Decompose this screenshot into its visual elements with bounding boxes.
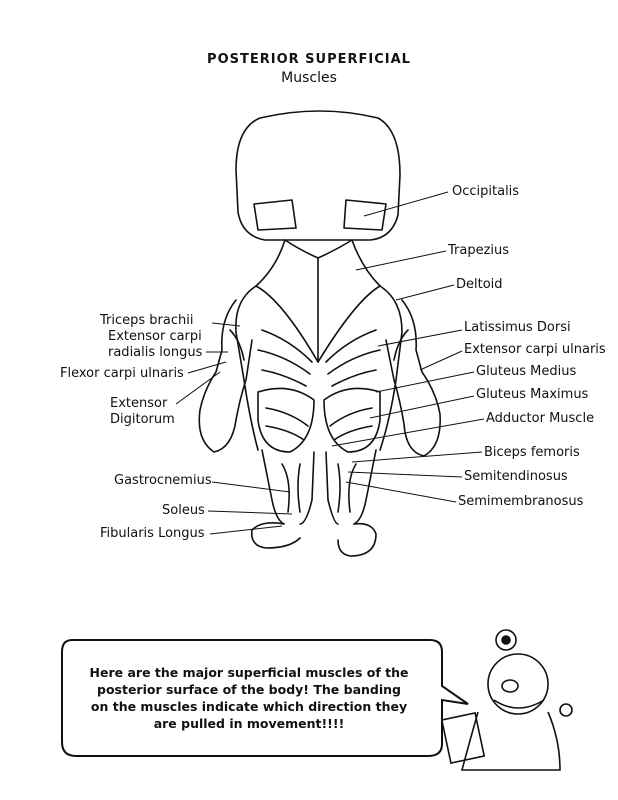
- gluteus-left: [258, 388, 314, 452]
- leader-deltoid: [396, 285, 454, 300]
- leader-semitend: [348, 472, 462, 477]
- bubble-line-3: on the muscles indicate which direction they: [90, 699, 408, 714]
- speech-bubble-text: [88, 664, 410, 732]
- label-extensor-carpi-radialis-2: radialis longus: [108, 345, 203, 360]
- leader-fibularis: [210, 526, 282, 534]
- label-gluteus-medius: Gluteus Medius: [476, 364, 577, 379]
- foot-right: [338, 524, 376, 556]
- calf-left: [282, 464, 300, 512]
- label-semitendinosus: Semitendinosus: [464, 469, 568, 484]
- label-extensor-carpi-ulnaris: Extensor carpi ulnaris: [464, 342, 606, 357]
- bubble-line-4: are pulled in movement!!!!: [153, 716, 345, 731]
- calf-right: [338, 464, 356, 512]
- occipitalis-left: [254, 200, 296, 230]
- latissimus-right: [326, 330, 380, 386]
- label-trapezius: Trapezius: [448, 243, 510, 258]
- diagram-title: POSTERIOR SUPERFICIAL: [207, 52, 411, 67]
- leader-ext-carpi-uln: [420, 351, 462, 370]
- label-semimembranosus: Semimembranosus: [458, 494, 584, 509]
- torso-left: [236, 286, 258, 450]
- trapezius-left: [256, 240, 318, 362]
- label-deltoid: Deltoid: [456, 277, 503, 292]
- bubble-line-2: posterior surface of the body! The banding: [97, 682, 401, 697]
- label-triceps-brachii: Triceps brachii: [100, 313, 194, 328]
- diagram-subtitle: Muscles: [281, 70, 337, 86]
- label-adductor-muscle: Adductor Muscle: [486, 411, 595, 426]
- label-flexor-carpi-ulnaris: Flexor carpi ulnaris: [60, 366, 184, 381]
- arm-right: [386, 300, 440, 456]
- leader-glut-max: [370, 396, 474, 418]
- occipitalis-right: [344, 200, 386, 230]
- label-occipitalis: Occipitalis: [452, 184, 520, 199]
- leader-flexor-carpi: [188, 362, 226, 373]
- label-gluteus-maximus: Gluteus Maximus: [476, 387, 589, 402]
- label-extensor-carpi-radialis-1: Extensor carpi: [108, 329, 202, 344]
- leader-lat-dorsi: [378, 330, 462, 346]
- head: [236, 111, 400, 240]
- leader-soleus: [208, 511, 292, 514]
- label-soleus: Soleus: [162, 503, 205, 518]
- leader-semimemb: [346, 482, 456, 502]
- leader-trapezius: [356, 251, 446, 270]
- neck: [285, 240, 352, 258]
- label-fibularis-longus: Fibularis Longus: [100, 526, 205, 541]
- leader-gastro: [212, 482, 290, 492]
- label-latissimus-dorsi: Latissimus Dorsi: [464, 320, 571, 335]
- label-biceps-femoris: Biceps femoris: [484, 445, 580, 460]
- leader-glut-med: [376, 372, 474, 392]
- label-extensor-digitorum-2: Digitorum: [110, 412, 175, 427]
- leader-occipitalis: [364, 192, 448, 216]
- label-extensor-digitorum-1: Extensor: [110, 396, 168, 411]
- bubble-line-1: Here are the major superficial muscles of the: [89, 665, 409, 680]
- label-gastrocnemius: Gastrocnemius: [114, 473, 212, 488]
